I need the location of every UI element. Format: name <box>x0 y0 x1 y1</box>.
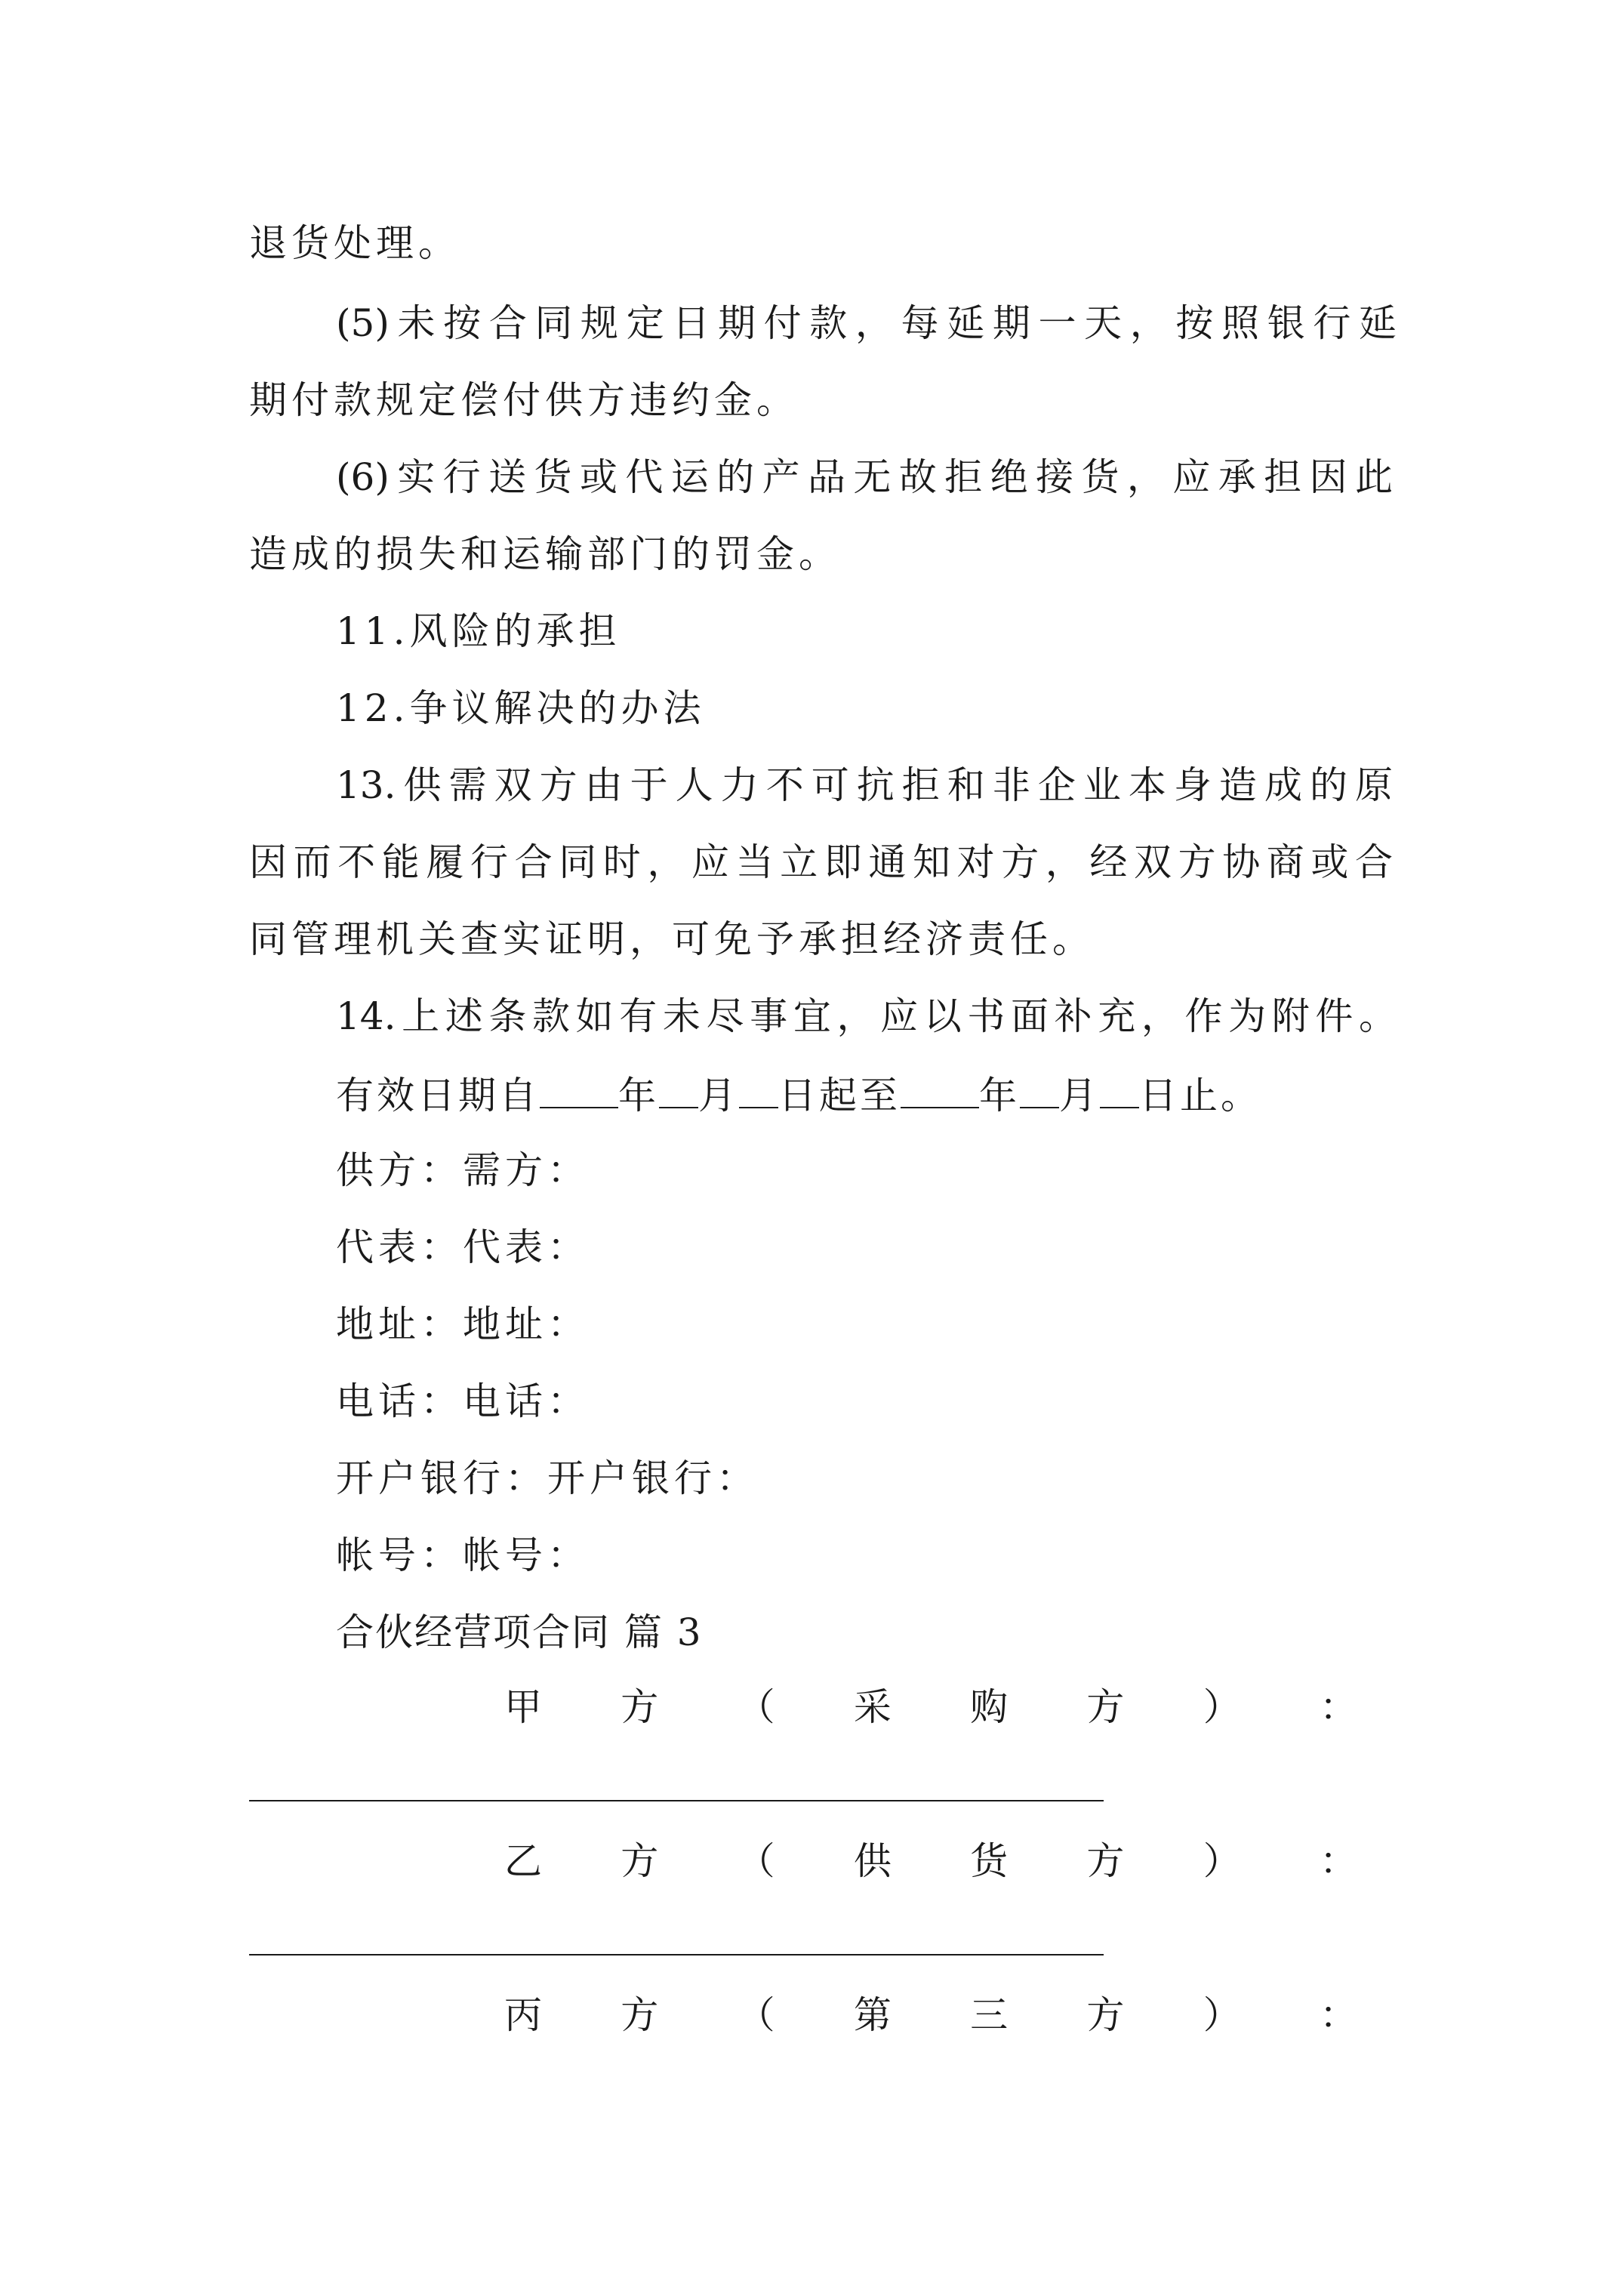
party-char: 方 <box>621 1685 659 1729</box>
validity-day: 日止。 <box>1139 1074 1261 1117</box>
party-char: 采 <box>853 1685 892 1729</box>
signature-rule <box>249 1800 1104 1801</box>
party-char: 甲 <box>504 1685 542 1729</box>
validity-prefix: 有效日期自 <box>336 1074 540 1117</box>
paragraph-line: 期付款规定偿付供方违约金。 <box>249 378 799 422</box>
supplier-buyer-field: 供方：需方： <box>336 1148 590 1192</box>
paragraph-line: 13.供需双方由于人力不可抗拒和非企业本身造成的原 <box>336 763 1393 807</box>
party-char: ： <box>1319 1993 1357 2037</box>
address-field: 地址：地址： <box>336 1302 590 1346</box>
blank-line <box>659 1071 698 1108</box>
paragraph-line: (5)未按合同规定日期付款，每延期一天，按照银行延 <box>336 301 1397 345</box>
party-char: ） <box>1203 1685 1241 1729</box>
blank-line <box>1100 1071 1139 1108</box>
blank-line <box>540 1071 618 1108</box>
paragraph-line: 同管理机关查实证明，可免予承担经济责任。 <box>249 917 1095 961</box>
account-field: 帐号：帐号： <box>336 1533 590 1577</box>
party-char: 丙 <box>504 1993 542 2037</box>
party-char: （ <box>737 1685 775 1729</box>
section-title: 合伙经营项合同 篇 3 <box>336 1610 703 1654</box>
blank-line <box>901 1071 979 1108</box>
party-char: ： <box>1319 1839 1357 1883</box>
paragraph-line: (6)实行送货或代运的产品无故拒绝接货，应承担因此 <box>336 455 1393 499</box>
party-char: 三 <box>970 1993 1009 2037</box>
party-char: （ <box>737 1839 775 1883</box>
validity-year: 年 <box>979 1074 1020 1117</box>
party-char: ： <box>1319 1685 1357 1729</box>
party-char: 方 <box>1086 1839 1125 1883</box>
bank-field: 开户银行：开户银行： <box>336 1456 759 1500</box>
paragraph-line: 退货处理。 <box>249 221 460 265</box>
party-c-line <box>504 1989 1357 2042</box>
validity-month: 月 <box>1059 1074 1100 1117</box>
party-char: 第 <box>853 1993 892 2037</box>
representative-field: 代表：代表： <box>336 1225 590 1269</box>
phone-field: 电话：电话： <box>336 1379 590 1423</box>
party-char: 货 <box>970 1839 1009 1883</box>
paragraph-line: 12.争议解决的办法 <box>336 686 706 730</box>
validity-day: 日起至 <box>778 1074 901 1117</box>
party-char: 乙 <box>504 1839 542 1883</box>
blank-line <box>739 1071 778 1108</box>
validity-year: 年 <box>618 1074 659 1117</box>
party-a-line <box>504 1681 1357 1734</box>
party-char: 方 <box>1086 1685 1125 1729</box>
party-char: 供 <box>853 1839 892 1883</box>
party-char: 方 <box>1086 1993 1125 2037</box>
party-char: ） <box>1203 1993 1241 2037</box>
party-char: （ <box>737 1993 775 2037</box>
paragraph-line: 造成的损失和运输部门的罚金。 <box>249 532 841 576</box>
paragraph-line: 因而不能履行合同时，应当立即通知对方，经双方协商或合 <box>249 840 1393 884</box>
party-char: ） <box>1203 1839 1241 1883</box>
validity-month: 月 <box>698 1074 739 1117</box>
paragraph-line: 14.上述条款如有未尽事宜，应以书面补充，作为附件。 <box>336 994 1397 1038</box>
signature-rule <box>249 1954 1104 1955</box>
party-b-line <box>504 1835 1357 1888</box>
party-char: 方 <box>621 1839 659 1883</box>
paragraph-line: 11.风险的承担 <box>336 609 621 653</box>
party-char: 方 <box>621 1993 659 2037</box>
validity-line <box>336 1071 1483 1116</box>
blank-line <box>1020 1071 1059 1108</box>
party-char: 购 <box>970 1685 1009 1729</box>
